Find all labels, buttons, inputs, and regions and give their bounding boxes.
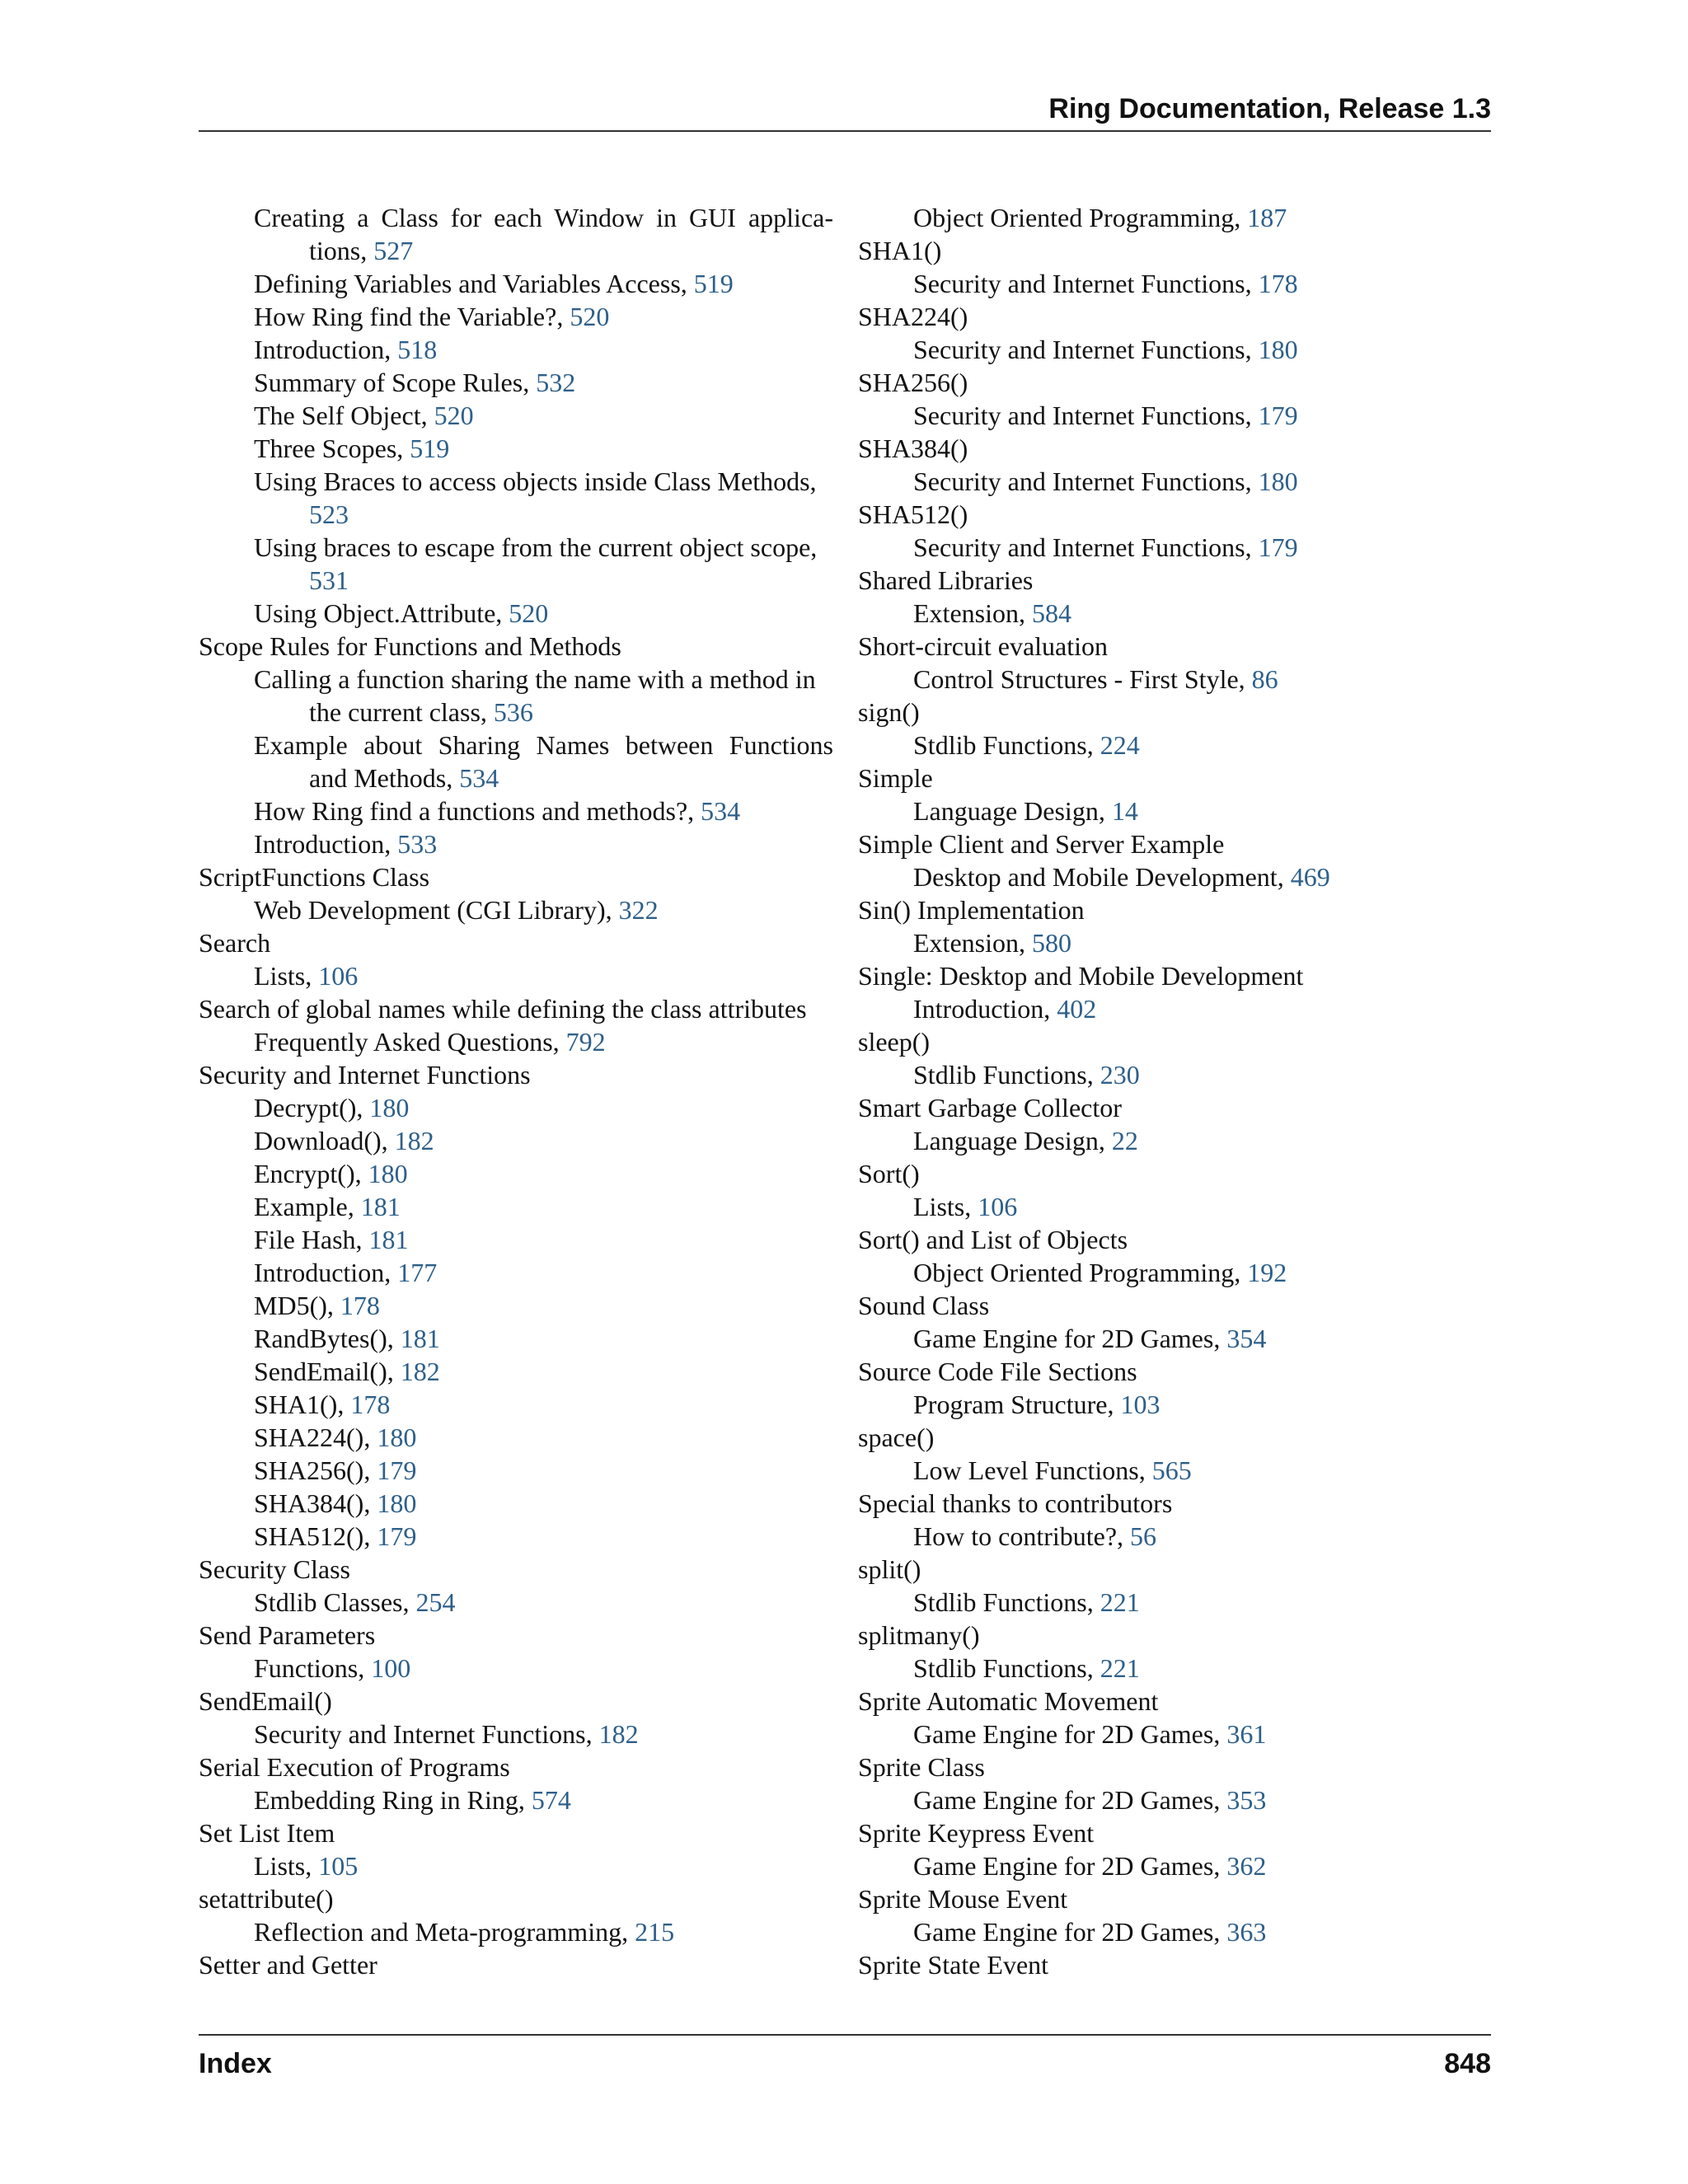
entry-text: Simple <box>858 763 933 793</box>
page-link[interactable]: 254 <box>415 1587 456 1617</box>
entry-text: Using Object.Attribute, <box>254 598 509 628</box>
entry-text: How to contribute?, <box>913 1521 1131 1551</box>
index-subentry <box>199 1454 833 1487</box>
index-entry <box>199 1948 833 1981</box>
index-subentry <box>199 1520 833 1553</box>
index-entry <box>858 1289 1484 1322</box>
entry-text: SHA224() <box>858 302 968 331</box>
entry-text: Decrypt(), <box>254 1093 370 1122</box>
entry-text: Sprite Mouse Event <box>858 1884 1068 1914</box>
page-link[interactable]: 221 <box>1100 1587 1140 1617</box>
index-subentry <box>199 1256 833 1289</box>
index-entry <box>858 564 1484 597</box>
entry-text: sleep() <box>858 1027 931 1057</box>
page-link[interactable]: 354 <box>1226 1324 1267 1353</box>
index-entry <box>199 1882 833 1915</box>
index-entry <box>858 300 1484 333</box>
page-link[interactable]: 527 <box>373 236 414 265</box>
entry-text: Simple Client and Server Example <box>858 829 1225 859</box>
entry-text: SHA1() <box>858 236 942 265</box>
index-entry <box>199 1750 833 1783</box>
entry-text: the current class, <box>309 697 494 727</box>
page-link[interactable]: 519 <box>410 434 450 463</box>
entry-text: Security and Internet Functions <box>199 1060 531 1090</box>
entry-text: Sprite State Event <box>858 1950 1049 1980</box>
entry-text: MD5(), <box>254 1291 340 1320</box>
index-subentry <box>858 531 1484 564</box>
index-entry <box>858 1355 1484 1388</box>
index-entry <box>858 1750 1484 1783</box>
page-link[interactable]: 180 <box>368 1159 408 1188</box>
entry-text: How Ring find a functions and methods?, <box>254 796 701 826</box>
entry-text: Scope Rules for Functions and Methods <box>199 631 621 661</box>
index-entry <box>199 1553 833 1586</box>
page-link[interactable]: 565 <box>1151 1455 1192 1485</box>
page-link[interactable]: 215 <box>635 1917 675 1947</box>
entry-text: File Hash, <box>254 1225 369 1254</box>
index-entry <box>199 860 833 893</box>
page-link[interactable]: 181 <box>400 1324 440 1353</box>
entry-text: SHA256() <box>858 368 968 397</box>
entry-text: Game Engine for 2D Games, <box>913 1917 1227 1947</box>
index-subentry <box>199 432 833 465</box>
page-link[interactable]: 533 <box>397 829 438 859</box>
index-subentry <box>858 1058 1484 1091</box>
page-link[interactable]: 574 <box>531 1785 571 1815</box>
entry-text: Three Scopes, <box>254 434 410 463</box>
entry-text: SHA1(), <box>254 1390 351 1419</box>
page-link[interactable]: 86 <box>1251 664 1278 694</box>
index-entry <box>858 1223 1484 1256</box>
page-link[interactable]: 221 <box>1100 1653 1140 1683</box>
index-subentry <box>199 1487 833 1520</box>
page-link[interactable]: 182 <box>400 1357 440 1386</box>
index-entry <box>858 1157 1484 1190</box>
index-subentry <box>858 1256 1484 1289</box>
entry-text: tions, <box>309 236 374 265</box>
index-subentry <box>199 465 833 498</box>
index-entry <box>858 630 1484 663</box>
page-link[interactable]: 179 <box>1258 401 1298 430</box>
index-subentry <box>199 333 833 366</box>
index-subentry <box>858 663 1484 696</box>
page-link[interactable]: 792 <box>565 1027 606 1057</box>
page-link[interactable]: 519 <box>693 269 734 298</box>
index-subentry <box>199 597 833 630</box>
entry-text: Using braces to escape from the current object scope, <box>254 532 818 562</box>
entry-text: Single: Desktop and Mobile Development <box>858 961 1304 991</box>
entry-text: Sort() and List of Objects <box>858 1225 1128 1254</box>
entry-text: Shared Libraries <box>858 565 1034 595</box>
page-link[interactable]: 179 <box>1258 532 1298 562</box>
entry-text: split() <box>858 1554 921 1584</box>
entry-text: Sprite Automatic Movement <box>858 1686 1159 1716</box>
index-subentry <box>199 1190 833 1223</box>
index-subentry <box>199 663 833 696</box>
index-subentry <box>199 366 833 399</box>
entry-text: Example about Sharing Names between Functions <box>254 730 833 760</box>
entry-text: Sound Class <box>858 1291 990 1320</box>
entry-text: setattribute() <box>199 1884 334 1914</box>
entry-text: Introduction, <box>254 1258 398 1287</box>
page-link[interactable]: 224 <box>1100 730 1140 760</box>
index-subentry <box>199 893 833 926</box>
index-subentry <box>858 1718 1484 1750</box>
entry-text: Game Engine for 2D Games, <box>913 1851 1227 1881</box>
entry-text: Low Level Functions, <box>913 1455 1152 1485</box>
footer-section-label: Index <box>199 2048 272 2079</box>
entry-text: Introduction, <box>913 994 1057 1024</box>
index-entry <box>858 1882 1484 1915</box>
entry-text: Game Engine for 2D Games, <box>913 1785 1227 1815</box>
page-link[interactable]: 531 <box>309 565 349 595</box>
index-subentry <box>199 399 833 432</box>
page-number: 848 <box>1444 2048 1491 2079</box>
entry-text: Search <box>199 928 271 958</box>
entry-text: Game Engine for 2D Games, <box>913 1719 1227 1749</box>
index-entry <box>858 1091 1484 1124</box>
entry-text: Smart Garbage Collector <box>858 1093 1122 1122</box>
entry-text: SHA512(), <box>254 1521 377 1551</box>
entry-text: splitmany() <box>858 1620 980 1650</box>
entry-text: Search of global names while defining the class attributes <box>199 994 807 1024</box>
page-link[interactable]: 22 <box>1111 1126 1138 1155</box>
index-entry <box>199 926 833 959</box>
entry-text: Game Engine for 2D Games, <box>913 1324 1227 1353</box>
index-subentry <box>858 333 1484 366</box>
entry-text: SHA256(), <box>254 1455 377 1485</box>
entry-text: Reflection and Meta-programming, <box>254 1917 635 1947</box>
index-subentry <box>858 399 1484 432</box>
page-link[interactable]: 180 <box>369 1093 410 1122</box>
index-subentry <box>199 267 833 300</box>
entry-text: Sort() <box>858 1159 920 1188</box>
page-link[interactable]: 322 <box>618 895 659 925</box>
page-link[interactable]: 106 <box>318 961 359 991</box>
index-entry <box>858 696 1484 729</box>
page-link[interactable]: 469 <box>1290 862 1330 892</box>
entry-text: space() <box>858 1422 935 1452</box>
index-entry <box>199 1816 833 1849</box>
page-link[interactable]: 178 <box>340 1291 380 1320</box>
page-link[interactable]: 192 <box>1247 1258 1287 1287</box>
entry-text: SHA384(), <box>254 1488 377 1518</box>
page-link[interactable]: 182 <box>598 1719 639 1749</box>
index-subentry <box>858 1849 1484 1882</box>
entry-text: Lists, <box>254 1851 319 1881</box>
page-link[interactable]: 178 <box>350 1390 391 1419</box>
page-link[interactable]: 106 <box>978 1192 1018 1221</box>
index-subentry <box>199 1388 833 1421</box>
entry-text: SendEmail(), <box>254 1357 401 1386</box>
index-subentry <box>858 926 1484 959</box>
index-entry <box>858 1948 1484 1981</box>
index-subentry <box>199 201 833 234</box>
index-entry <box>199 1058 833 1091</box>
index-subentry <box>199 827 833 860</box>
entry-text: and Methods, <box>309 763 460 793</box>
entry-text: Security Class <box>199 1554 350 1584</box>
entry-text: Using Braces to access objects inside Class Methods, <box>254 466 817 496</box>
page-link[interactable]: 520 <box>570 302 610 331</box>
index-subentry <box>199 1849 833 1882</box>
index-subentry-continuation <box>199 762 833 794</box>
index-column-left <box>199 201 833 1981</box>
entry-text: SHA512() <box>858 499 968 529</box>
index-subentry <box>199 1289 833 1322</box>
index-subentry <box>199 1124 833 1157</box>
entry-text: Summary of Scope Rules, <box>254 368 537 397</box>
index-subentry <box>199 1652 833 1685</box>
index-subentry <box>199 1025 833 1058</box>
entry-text: Security and Internet Functions, <box>913 269 1259 298</box>
page-link[interactable]: 580 <box>1031 928 1071 958</box>
entry-text: Stdlib Functions, <box>913 730 1100 760</box>
index-entry <box>858 762 1484 794</box>
entry-text: RandBytes(), <box>254 1324 401 1353</box>
index-subentry <box>858 1783 1484 1816</box>
index-subentry <box>858 465 1484 498</box>
entry-text: Security and Internet Functions, <box>913 532 1259 562</box>
index-subentry <box>199 1322 833 1355</box>
index-subentry <box>199 1355 833 1388</box>
index-subentry <box>199 531 833 564</box>
entry-text: Encrypt(), <box>254 1159 368 1188</box>
index-subentry <box>199 959 833 992</box>
index-subentry <box>199 729 833 762</box>
entry-text: Sprite Keypress Event <box>858 1818 1095 1848</box>
page-link[interactable]: 100 <box>371 1653 411 1683</box>
entry-text: Sin() Implementation <box>858 895 1085 925</box>
entry-text: Download(), <box>254 1126 395 1155</box>
page-link[interactable]: 230 <box>1100 1060 1140 1090</box>
page-link[interactable]: 361 <box>1226 1719 1267 1749</box>
entry-text: Lists, <box>254 961 319 991</box>
index-entry <box>858 1619 1484 1652</box>
entry-text: Extension, <box>913 598 1032 628</box>
index-subentry <box>858 1915 1484 1948</box>
page-link[interactable]: 179 <box>377 1455 417 1485</box>
entry-text: Object Oriented Programming, <box>913 1258 1248 1287</box>
index-subentry <box>199 1421 833 1454</box>
page-link[interactable]: 353 <box>1226 1785 1267 1815</box>
page-link[interactable]: 362 <box>1226 1851 1267 1881</box>
entry-text: Stdlib Functions, <box>913 1587 1100 1617</box>
entry-text: Stdlib Functions, <box>913 1653 1100 1683</box>
entry-text: sign() <box>858 697 920 727</box>
index-subentry <box>199 1718 833 1750</box>
index-subentry <box>199 1157 833 1190</box>
entry-text: SendEmail() <box>199 1686 332 1716</box>
index-entry <box>858 1421 1484 1454</box>
entry-text: Object Oriented Programming, <box>913 203 1248 232</box>
index-subentry <box>199 300 833 333</box>
entry-text: Language Design, <box>913 796 1112 826</box>
entry-text: Serial Execution of Programs <box>199 1752 510 1782</box>
index-entry <box>199 630 833 663</box>
entry-text: Sprite Class <box>858 1752 985 1782</box>
index-entry <box>858 959 1484 992</box>
page-link[interactable]: 178 <box>1258 269 1298 298</box>
index-entry <box>199 1685 833 1718</box>
page-link[interactable]: 180 <box>377 1422 417 1452</box>
page-link[interactable]: 534 <box>701 796 741 826</box>
entry-text: Embedding Ring in Ring, <box>254 1785 532 1815</box>
page-link[interactable]: 402 <box>1057 994 1097 1024</box>
index-subentry-continuation <box>199 498 833 531</box>
index-entry <box>858 366 1484 399</box>
index-subentry <box>199 1223 833 1256</box>
entry-text: SHA224(), <box>254 1422 377 1452</box>
entry-text: Creating a Class for each Window in GUI applica- <box>254 203 833 232</box>
page-link[interactable]: 520 <box>434 401 474 430</box>
index-subentry <box>199 794 833 827</box>
page-link[interactable]: 103 <box>1120 1390 1160 1419</box>
page-link[interactable]: 523 <box>309 499 349 529</box>
page-link[interactable]: 520 <box>509 598 549 628</box>
entry-text: Functions, <box>254 1653 372 1683</box>
entry-text: Defining Variables and Variables Access, <box>254 269 694 298</box>
index-entry <box>858 1685 1484 1718</box>
entry-text: Extension, <box>913 928 1032 958</box>
entry-text: Language Design, <box>913 1126 1112 1155</box>
index-subentry <box>199 1586 833 1619</box>
index-subentry <box>858 860 1484 893</box>
index-entry <box>858 432 1484 465</box>
page-link[interactable]: 534 <box>459 763 499 793</box>
entry-text: Stdlib Functions, <box>913 1060 1100 1090</box>
entry-text: Introduction, <box>254 829 398 859</box>
index-entry <box>858 1487 1484 1520</box>
page-link[interactable]: 180 <box>1258 335 1298 364</box>
entry-text: Setter and Getter <box>199 1950 377 1980</box>
entry-text: Calling a function sharing the name with a method in <box>254 664 816 694</box>
entry-text: ScriptFunctions Class <box>199 862 430 892</box>
index-subentry <box>858 1520 1484 1553</box>
entry-text: Security and Internet Functions, <box>254 1719 599 1749</box>
index-subentry <box>858 201 1484 234</box>
index-entry <box>858 827 1484 860</box>
entry-text: Control Structures - First Style, <box>913 664 1252 694</box>
index-subentry-continuation <box>199 234 833 267</box>
page-link[interactable]: 187 <box>1247 203 1287 232</box>
page-link[interactable]: 177 <box>397 1258 438 1287</box>
page-link[interactable]: 532 <box>536 368 576 397</box>
page-link[interactable]: 105 <box>318 1851 359 1881</box>
index-subentry <box>858 1652 1484 1685</box>
page-link[interactable]: 363 <box>1226 1917 1267 1947</box>
index-subentry <box>858 597 1484 630</box>
entry-text: Desktop and Mobile Development, <box>913 862 1291 892</box>
index-entry <box>199 1619 833 1652</box>
entry-text: Security and Internet Functions, <box>913 401 1259 430</box>
index-column-right <box>858 201 1484 1981</box>
index-subentry-continuation <box>199 696 833 729</box>
index-entry <box>858 498 1484 531</box>
entry-text: Introduction, <box>254 335 398 364</box>
index-subentry <box>199 1783 833 1816</box>
index-subentry <box>858 1190 1484 1223</box>
entry-text: Short-circuit evaluation <box>858 631 1109 661</box>
entry-text: Program Structure, <box>913 1390 1121 1419</box>
entry-text: Frequently Asked Questions, <box>254 1027 566 1057</box>
page-link[interactable]: 14 <box>1111 796 1138 826</box>
index-entry <box>858 1816 1484 1849</box>
index-entry <box>199 992 833 1025</box>
entry-text: Set List Item <box>199 1818 335 1848</box>
index-subentry <box>858 1454 1484 1487</box>
index-subentry <box>199 1915 833 1948</box>
index-entry <box>858 1025 1484 1058</box>
entry-text: Send Parameters <box>199 1620 376 1650</box>
index-entry <box>858 234 1484 267</box>
running-footer <box>199 2034 1491 2077</box>
page-link[interactable]: 56 <box>1130 1521 1157 1551</box>
page-link[interactable]: 180 <box>377 1488 417 1518</box>
page-link[interactable]: 518 <box>397 335 438 364</box>
index-subentry <box>858 1322 1484 1355</box>
entry-text: Security and Internet Functions, <box>913 335 1259 364</box>
index-subentry <box>858 794 1484 827</box>
page-link[interactable]: 536 <box>493 697 533 727</box>
entry-text: Lists, <box>913 1192 978 1221</box>
entry-text: The Self Object, <box>254 401 434 430</box>
index-subentry <box>858 992 1484 1025</box>
entry-text: Example, <box>254 1192 361 1221</box>
page-link[interactable]: 182 <box>394 1126 434 1155</box>
running-header <box>199 92 1491 132</box>
entry-text: Security and Internet Functions, <box>913 466 1259 496</box>
entry-text: How Ring find the Variable?, <box>254 302 570 331</box>
index-subentry <box>199 1091 833 1124</box>
page-link[interactable]: 179 <box>377 1521 417 1551</box>
index-subentry <box>858 1388 1484 1421</box>
page-link[interactable]: 584 <box>1031 598 1071 628</box>
page-link[interactable]: 181 <box>368 1225 409 1254</box>
index-entry <box>858 1553 1484 1586</box>
entry-text: Web Development (CGI Library), <box>254 895 619 925</box>
index-subentry <box>858 729 1484 762</box>
entry-text: Stdlib Classes, <box>254 1587 416 1617</box>
index-entry <box>858 893 1484 926</box>
entry-text: SHA384() <box>858 434 968 463</box>
index-subentry <box>858 1586 1484 1619</box>
index-subentry-continuation <box>199 564 833 597</box>
index-subentry <box>858 267 1484 300</box>
document-title: Ring Documentation, Release 1.3 <box>1048 93 1491 124</box>
index-subentry <box>858 1124 1484 1157</box>
entry-text: Source Code File Sections <box>858 1357 1137 1386</box>
page-link[interactable]: 180 <box>1258 466 1298 496</box>
entry-text: Special thanks to contributors <box>858 1488 1173 1518</box>
page-link[interactable]: 181 <box>360 1192 401 1221</box>
